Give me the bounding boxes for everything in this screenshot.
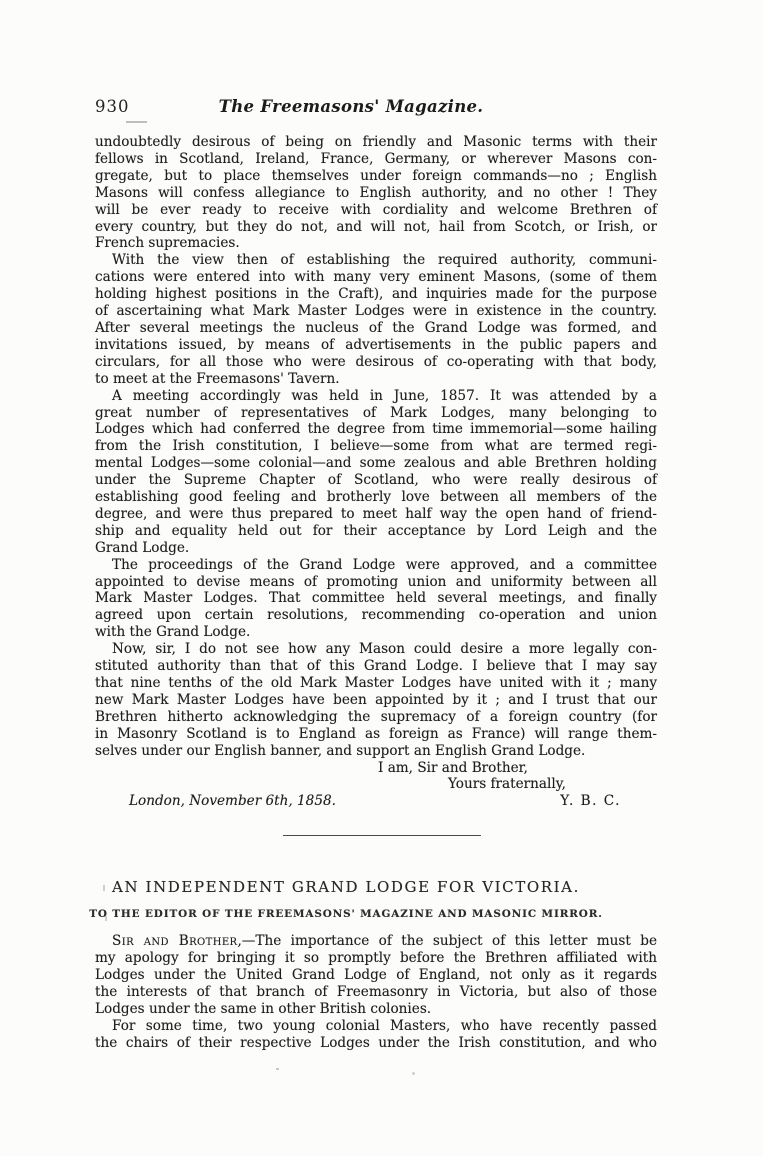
text-line: The proceedings of the Grand Lodge were approved, and a committee	[112, 556, 657, 573]
dateline: London, November 6th, 1858.	[129, 793, 336, 810]
text-line: French supremacies.	[95, 235, 240, 252]
text-line: with the Grand Lodge.	[95, 624, 251, 641]
paragraph	[95, 933, 657, 950]
text-line: my apology for bringing it so promptly before the Brethren affiliated with	[95, 950, 657, 967]
text-line: degree, and were thus prepared to meet half way the open hand of friend-	[95, 505, 657, 522]
text-line: Mark Master Lodges. That committee held several meetings, and finally	[95, 590, 657, 607]
page-number: 930	[95, 97, 130, 116]
text-line: great number of representatives of Mark Lodges, many belonging to	[95, 404, 657, 421]
article-heading: AN INDEPENDENT GRAND LODGE FOR VICTORIA.	[112, 878, 580, 897]
text-line: stituted authority than that of this Grand Lodge. I believe that I may say	[95, 658, 657, 675]
text-line: that nine tenths of the old Mark Master Lodges have united with it ; many	[95, 675, 657, 691]
text-line: mental Lodges—some colonial—and some zealous and able Brethren holding	[95, 455, 657, 472]
scan-artifact	[126, 121, 147, 123]
scan-artifact	[412, 1072, 415, 1075]
text-line: fellows in Scotland, Ireland, France, Germany, or wherever Masons con-	[95, 150, 657, 167]
text-line: Grand Lodge.	[95, 539, 190, 556]
paragraph	[95, 557, 657, 642]
text-column	[89, 134, 657, 1052]
text-line: appointed to devise means of promoting union and uniformity between all	[95, 573, 657, 590]
text-line: the chairs of their respective Lodges under the Irish constitution, and who	[95, 1034, 657, 1051]
text-line: selves under our English banner, and support an English Grand Lodge.	[95, 742, 586, 759]
text-line: Lodges under the United Grand Lodge of England, not only as it regards	[95, 967, 657, 984]
text-line: With the view then of establishing the required authority, communi-	[112, 252, 657, 269]
paragraph	[95, 252, 657, 387]
text-line: establishing good feeling and brotherly love between all members of the	[95, 489, 657, 506]
running-head	[95, 97, 657, 119]
editor-address-line: TO THE EDITOR OF THE FREEMASONS' MAGAZINE AND MASONIC MIRROR.	[89, 908, 603, 921]
salutation-rest: ,—The importance of the subject of this letter must be	[237, 933, 657, 950]
paragraph	[95, 950, 657, 1018]
text-line: undoubtedly desirous of being on friendly and Masonic terms with their	[95, 134, 657, 150]
text-line: ship and equality held out for their acceptance by Lord Leigh and the	[95, 522, 657, 539]
text-line: invitations issued, by means of advertisements in the public papers and	[95, 336, 657, 353]
signature: Y. B. C.	[560, 793, 621, 810]
text-line: For some time, two young colonial Masters, who have recently passed	[112, 1017, 657, 1034]
text-line: A meeting accordingly was held in June, 1857. It was attended by a	[112, 387, 657, 404]
text-line: Masons will confess allegiance to English authority, and no other ! They	[95, 184, 657, 201]
text-line: every country, but they do not, and will not, hail from Scotch, or Irish, or	[95, 218, 657, 235]
closing-line: Yours fraternally,	[448, 776, 566, 793]
text-line: in Masonry Scotland is to England as foreign as France) will range them-	[95, 725, 657, 742]
text-line: Now, sir, I do not see how any Mason could desire a more legally con-	[112, 641, 657, 658]
text-line: After several meetings the nucleus of the Grand Lodge was formed, and	[95, 319, 657, 336]
text-line: of ascertaining what Mark Master Lodges were in existence in the country.	[95, 303, 657, 320]
salutation: Sir and Brother	[112, 933, 238, 950]
text-line: agreed upon certain resolutions, recommending co-operation and union	[95, 607, 657, 624]
text-line: circulars, for all those who were desirous of co-operating with that body,	[95, 353, 657, 370]
journal-title: The Freemasons' Magazine.	[218, 97, 484, 116]
paragraph	[95, 388, 657, 557]
paragraph	[95, 1018, 657, 1052]
section-divider	[283, 835, 481, 836]
text-line: new Mark Master Lodges have been appointed by it ; and I trust that our	[95, 691, 657, 708]
text-line: will be ever ready to receive with cordiality and welcome Brethren of	[95, 201, 657, 218]
paragraph	[95, 134, 657, 252]
text-line: Brethren hitherto acknowledging the supremacy of a foreign country (for	[95, 708, 657, 725]
scan-artifact	[276, 1068, 279, 1070]
text-line: from the Irish constitution, I believe—some from what are termed regi-	[95, 438, 657, 455]
text-line: holding highest positions in the Craft), and inquiries made for the purpose	[95, 286, 657, 303]
text-line: to meet at the Freemasons' Tavern.	[95, 370, 340, 387]
text-line: cations were entered into with many very eminent Masons, (some of them	[95, 269, 657, 286]
text-line: Lodges which had conferred the degree from time immemorial—some hailing	[95, 421, 657, 438]
text-line: the interests of that branch of Freemasonry in Victoria, but also of those	[95, 983, 657, 1000]
text-line: Lodges under the same in other British colonies.	[95, 1000, 432, 1017]
text-line: under the Supreme Chapter of Scotland, who were really desirous of	[95, 472, 657, 489]
letter-body	[95, 933, 657, 1051]
closing-line: I am, Sir and Brother,	[378, 759, 528, 776]
paragraph	[95, 641, 657, 759]
dateline-row	[95, 793, 657, 810]
text-line	[95, 933, 657, 950]
text-line: gregate, but to place themselves under foreign commands—no ; English	[95, 167, 657, 184]
